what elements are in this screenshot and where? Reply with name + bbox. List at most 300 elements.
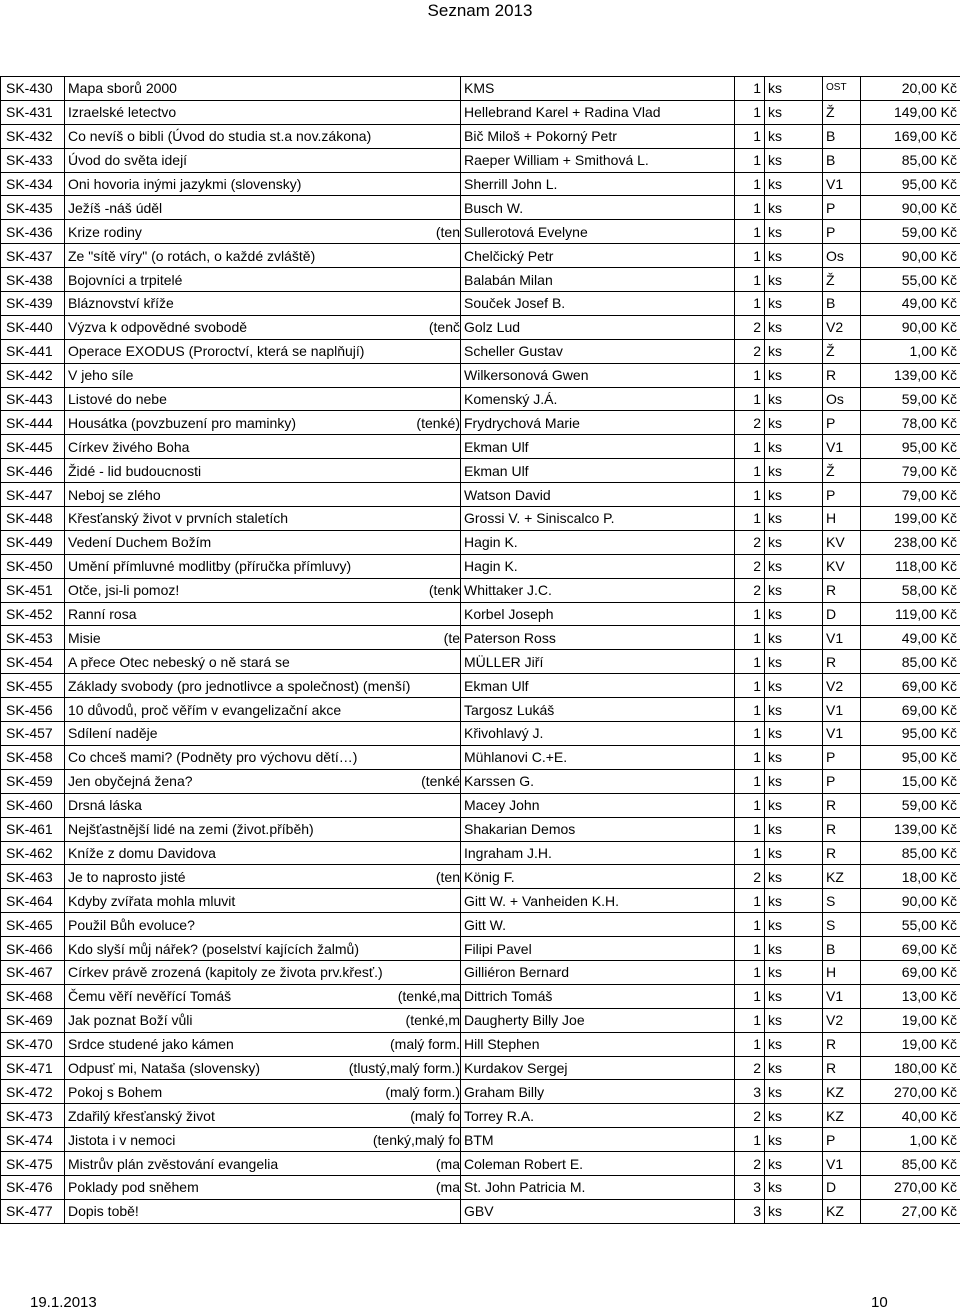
title-text: Použil Bůh evoluce? <box>68 916 195 933</box>
category-cell: P <box>823 745 861 769</box>
book-list-table <box>0 76 960 1224</box>
table-row <box>1 698 960 722</box>
quantity-cell: 1 <box>735 244 765 268</box>
unit-cell: ks <box>765 1152 823 1176</box>
code-cell: SK-445 <box>1 435 65 459</box>
table-row <box>1 984 960 1008</box>
price-cell: 40,00 Kč <box>861 1104 960 1128</box>
author-cell: Hill Stephen <box>461 1032 735 1056</box>
code-cell: SK-453 <box>1 626 65 650</box>
unit-cell: ks <box>765 268 823 292</box>
quantity-cell: 3 <box>735 1080 765 1104</box>
title-text: Sdílení naděje <box>68 725 158 742</box>
title-cell <box>65 1008 461 1032</box>
unit-cell: ks <box>765 315 823 339</box>
title-cell <box>65 435 461 459</box>
price-cell: 55,00 Kč <box>861 268 960 292</box>
unit-cell: ks <box>765 172 823 196</box>
page-header <box>0 0 960 21</box>
category-cell: KZ <box>823 1104 861 1128</box>
title-text: Církev právě zrozená (kapitoly ze života prv.křesť.) <box>68 964 383 981</box>
title-text: Ježíš -náš úděl <box>68 199 163 216</box>
table-row <box>1 483 960 507</box>
author-cell: Gitt W. + Vanheiden K.H. <box>461 889 735 913</box>
price-cell: 79,00 Kč <box>861 483 960 507</box>
code-cell: SK-435 <box>1 196 65 220</box>
quantity-cell: 1 <box>735 817 765 841</box>
quantity-cell: 1 <box>735 1008 765 1032</box>
author-cell: Gilliéron Bernard <box>461 960 735 984</box>
title-text: Poklady pod sněhem <box>68 1179 199 1196</box>
code-cell: SK-451 <box>1 578 65 602</box>
category-cell: Ž <box>823 268 861 292</box>
category-cell: P <box>823 483 861 507</box>
code-cell: SK-471 <box>1 1056 65 1080</box>
quantity-cell: 1 <box>735 1128 765 1152</box>
author-cell: Bič Miloš + Pokorný Petr <box>461 124 735 148</box>
title-cell <box>65 172 461 196</box>
table-row <box>1 100 960 124</box>
code-cell: SK-430 <box>1 77 65 101</box>
quantity-cell: 1 <box>735 960 765 984</box>
table-row <box>1 650 960 674</box>
author-cell: Ingraham J.H. <box>461 841 735 865</box>
code-cell: SK-476 <box>1 1175 65 1199</box>
title-cell <box>65 483 461 507</box>
category-cell: KV <box>823 530 861 554</box>
table-row <box>1 530 960 554</box>
quantity-cell: 3 <box>735 1199 765 1223</box>
author-cell: Mühlanovi C.+E. <box>461 745 735 769</box>
category-cell: R <box>823 1056 861 1080</box>
table-row <box>1 722 960 746</box>
quantity-cell: 1 <box>735 459 765 483</box>
category-cell: V1 <box>823 626 861 650</box>
price-cell: 85,00 Kč <box>861 148 960 172</box>
title-cell <box>65 1175 461 1199</box>
quantity-cell: 1 <box>735 722 765 746</box>
quantity-cell: 1 <box>735 626 765 650</box>
code-cell: SK-433 <box>1 148 65 172</box>
author-cell: Torrey R.A. <box>461 1104 735 1128</box>
category-cell: KZ <box>823 1199 861 1223</box>
unit-cell: ks <box>765 530 823 554</box>
table-row <box>1 1008 960 1032</box>
table-row <box>1 435 960 459</box>
category-cell: V1 <box>823 984 861 1008</box>
category-cell: V2 <box>823 674 861 698</box>
category-cell: P <box>823 196 861 220</box>
title-cell <box>65 268 461 292</box>
category-cell: P <box>823 1128 861 1152</box>
quantity-cell: 1 <box>735 889 765 913</box>
title-text: Je to naprosto jisté <box>68 868 186 885</box>
title-text: Křesťanský život v prvních staletích <box>68 510 289 527</box>
category-cell: P <box>823 769 861 793</box>
table-row <box>1 459 960 483</box>
title-cell <box>65 507 461 531</box>
code-cell: SK-473 <box>1 1104 65 1128</box>
author-cell: GBV <box>461 1199 735 1223</box>
title-cell <box>65 315 461 339</box>
quantity-cell: 2 <box>735 1104 765 1128</box>
quantity-cell: 2 <box>735 865 765 889</box>
quantity-cell: 1 <box>735 124 765 148</box>
title-cell <box>65 387 461 411</box>
category-cell: R <box>823 793 861 817</box>
title-text: Dopis tobě! <box>68 1203 139 1220</box>
unit-cell: ks <box>765 1128 823 1152</box>
price-cell: 20,00 Kč <box>861 77 960 101</box>
category-cell: Ž <box>823 100 861 124</box>
code-cell: SK-432 <box>1 124 65 148</box>
unit-cell: ks <box>765 124 823 148</box>
table-row <box>1 674 960 698</box>
title-cell <box>65 1128 461 1152</box>
price-cell: 19,00 Kč <box>861 1008 960 1032</box>
author-cell: Wilkersonová Gwen <box>461 363 735 387</box>
quantity-cell: 1 <box>735 602 765 626</box>
code-cell: SK-441 <box>1 339 65 363</box>
category-cell: KV <box>823 554 861 578</box>
quantity-cell: 1 <box>735 77 765 101</box>
price-cell: 59,00 Kč <box>861 387 960 411</box>
title-text: Vedení Duchem Božím <box>68 534 212 551</box>
format-note: (ten <box>435 868 460 885</box>
category-cell: KZ <box>823 865 861 889</box>
code-cell: SK-456 <box>1 698 65 722</box>
title-text: Co chceš mami? (Podněty pro výchovu dětí…) <box>68 749 358 766</box>
price-cell: 49,00 Kč <box>861 292 960 316</box>
code-cell: SK-444 <box>1 411 65 435</box>
author-cell: St. John Patricia M. <box>461 1175 735 1199</box>
unit-cell: ks <box>765 626 823 650</box>
price-cell: 55,00 Kč <box>861 913 960 937</box>
title-text: Jen obyčejná žena? <box>68 773 193 790</box>
unit-cell: ks <box>765 913 823 937</box>
title-cell <box>65 1056 461 1080</box>
price-cell: 270,00 Kč <box>861 1175 960 1199</box>
code-cell: SK-470 <box>1 1032 65 1056</box>
price-cell: 1,00 Kč <box>861 1128 960 1152</box>
title-cell <box>65 889 461 913</box>
category-cell: S <box>823 889 861 913</box>
title-text: Operace EXODUS (Proroctví, která se naplňují) <box>68 343 365 360</box>
code-cell: SK-439 <box>1 292 65 316</box>
title-cell <box>65 148 461 172</box>
author-cell: Scheller Gustav <box>461 339 735 363</box>
table-row <box>1 602 960 626</box>
table-row <box>1 1152 960 1176</box>
code-cell: SK-434 <box>1 172 65 196</box>
price-cell: 58,00 Kč <box>861 578 960 602</box>
quantity-cell: 1 <box>735 793 765 817</box>
quantity-cell: 2 <box>735 1152 765 1176</box>
price-cell: 95,00 Kč <box>861 172 960 196</box>
category-cell: P <box>823 220 861 244</box>
quantity-cell: 1 <box>735 913 765 937</box>
quantity-cell: 3 <box>735 1175 765 1199</box>
title-text: Bláznovství kříže <box>68 295 174 312</box>
title-text: Kdyby zvířata mohla mluvit <box>68 892 236 909</box>
title-text: Co nevíš o bibli (Úvod do studia st.a nov.zákona) <box>68 128 372 145</box>
title-cell <box>65 554 461 578</box>
unit-cell: ks <box>765 578 823 602</box>
author-cell: Ekman Ulf <box>461 435 735 459</box>
price-cell: 59,00 Kč <box>861 220 960 244</box>
table-row <box>1 1032 960 1056</box>
title-text: Nejšťastnější lidé na zemi (život.příběh) <box>68 821 314 838</box>
price-cell: 90,00 Kč <box>861 889 960 913</box>
category-cell: V1 <box>823 435 861 459</box>
author-cell: Frydrychová Marie <box>461 411 735 435</box>
table-row <box>1 387 960 411</box>
title-text: Drsná láska <box>68 797 142 814</box>
title-cell <box>65 698 461 722</box>
code-cell: SK-437 <box>1 244 65 268</box>
author-cell: Sherrill John L. <box>461 172 735 196</box>
code-cell: SK-475 <box>1 1152 65 1176</box>
title-cell <box>65 196 461 220</box>
format-note: (tenč <box>428 319 460 336</box>
table-row <box>1 268 960 292</box>
table-row <box>1 1175 960 1199</box>
price-cell: 49,00 Kč <box>861 626 960 650</box>
price-cell: 85,00 Kč <box>861 650 960 674</box>
price-cell: 139,00 Kč <box>861 817 960 841</box>
title-text: 10 důvodů, proč věřím v evangelizační akce <box>68 701 342 718</box>
author-cell: Graham Billy <box>461 1080 735 1104</box>
table-row <box>1 554 960 578</box>
title-text: Neboj se zlého <box>68 486 161 503</box>
title-text: Ranní rosa <box>68 606 137 623</box>
code-cell: SK-454 <box>1 650 65 674</box>
quantity-cell: 1 <box>735 984 765 1008</box>
unit-cell: ks <box>765 1032 823 1056</box>
quantity-cell: 1 <box>735 698 765 722</box>
table-row <box>1 507 960 531</box>
title-cell <box>65 1152 461 1176</box>
unit-cell: ks <box>765 100 823 124</box>
unit-cell: ks <box>765 411 823 435</box>
table-row <box>1 363 960 387</box>
category-cell: V1 <box>823 698 861 722</box>
author-cell: Souček Josef B. <box>461 292 735 316</box>
author-cell: Coleman Robert E. <box>461 1152 735 1176</box>
price-cell: 169,00 Kč <box>861 124 960 148</box>
title-text: Ze "sítě víry" (o rotách, o každé zvláště) <box>68 247 316 264</box>
code-cell: SK-465 <box>1 913 65 937</box>
author-cell: Paterson Ross <box>461 626 735 650</box>
price-cell: 90,00 Kč <box>861 244 960 268</box>
price-cell: 95,00 Kč <box>861 745 960 769</box>
price-cell: 238,00 Kč <box>861 530 960 554</box>
unit-cell: ks <box>765 698 823 722</box>
table-row <box>1 244 960 268</box>
unit-cell: ks <box>765 1104 823 1128</box>
category-cell: D <box>823 602 861 626</box>
author-cell: Ekman Ulf <box>461 674 735 698</box>
format-note: (ten <box>435 223 460 240</box>
unit-cell: ks <box>765 1056 823 1080</box>
code-cell: SK-474 <box>1 1128 65 1152</box>
unit-cell: ks <box>765 363 823 387</box>
format-note: (tenké,ma <box>397 988 460 1005</box>
title-cell <box>65 960 461 984</box>
author-cell: Gitt W. <box>461 913 735 937</box>
title-cell <box>65 459 461 483</box>
title-cell <box>65 292 461 316</box>
title-cell <box>65 1104 461 1128</box>
unit-cell: ks <box>765 1080 823 1104</box>
unit-cell: ks <box>765 769 823 793</box>
author-cell: Kurdakov Sergej <box>461 1056 735 1080</box>
price-cell: 15,00 Kč <box>861 769 960 793</box>
author-cell: Chelčický Petr <box>461 244 735 268</box>
table-row <box>1 769 960 793</box>
author-cell: Karssen G. <box>461 769 735 793</box>
title-text: Kdo slyší můj nářek? (poselství kajících žalmů) <box>68 940 359 957</box>
price-cell: 1,00 Kč <box>861 339 960 363</box>
table-row <box>1 315 960 339</box>
author-cell: BTM <box>461 1128 735 1152</box>
title-cell <box>65 339 461 363</box>
category-cell: B <box>823 124 861 148</box>
unit-cell: ks <box>765 960 823 984</box>
quantity-cell: 2 <box>735 339 765 363</box>
unit-cell: ks <box>765 196 823 220</box>
unit-cell: ks <box>765 554 823 578</box>
quantity-cell: 2 <box>735 1056 765 1080</box>
code-cell: SK-442 <box>1 363 65 387</box>
quantity-cell: 1 <box>735 172 765 196</box>
author-cell: Balabán Milan <box>461 268 735 292</box>
category-cell: B <box>823 937 861 961</box>
title-text: Židé - lid budoucnosti <box>68 462 202 479</box>
title-cell <box>65 1032 461 1056</box>
code-cell: SK-461 <box>1 817 65 841</box>
unit-cell: ks <box>765 77 823 101</box>
author-cell: Křivohlavý J. <box>461 722 735 746</box>
format-note: (te <box>443 629 460 646</box>
table-row <box>1 578 960 602</box>
quantity-cell: 1 <box>735 148 765 172</box>
code-cell: SK-458 <box>1 745 65 769</box>
title-text: Úvod do světa idejí <box>68 152 188 169</box>
author-cell: Ekman Ulf <box>461 459 735 483</box>
quantity-cell: 1 <box>735 268 765 292</box>
title-text: Jistota i v nemoci <box>68 1131 176 1148</box>
author-cell: König F. <box>461 865 735 889</box>
quantity-cell: 2 <box>735 315 765 339</box>
title-text: Bojovníci a trpitelé <box>68 271 183 288</box>
category-cell: V2 <box>823 315 861 339</box>
unit-cell: ks <box>765 745 823 769</box>
page-number: 10 <box>871 1294 888 1311</box>
table-row <box>1 124 960 148</box>
price-cell: 90,00 Kč <box>861 315 960 339</box>
unit-cell: ks <box>765 722 823 746</box>
author-cell: Macey John <box>461 793 735 817</box>
category-cell: R <box>823 650 861 674</box>
title-cell <box>65 100 461 124</box>
unit-cell: ks <box>765 674 823 698</box>
code-cell: SK-464 <box>1 889 65 913</box>
title-text: Kníže z domu Davidova <box>68 844 216 861</box>
code-cell: SK-436 <box>1 220 65 244</box>
unit-cell: ks <box>765 793 823 817</box>
price-cell: 118,00 Kč <box>861 554 960 578</box>
table-row <box>1 1080 960 1104</box>
category-cell: OST <box>823 77 861 101</box>
title-cell <box>65 124 461 148</box>
category-cell: V1 <box>823 722 861 746</box>
unit-cell: ks <box>765 459 823 483</box>
price-cell: 199,00 Kč <box>861 507 960 531</box>
format-note: (malý form. <box>390 1036 460 1053</box>
title-cell <box>65 220 461 244</box>
code-cell: SK-446 <box>1 459 65 483</box>
title-text: Základy svobody (pro jednotlivce a společnost) (menší) <box>68 677 411 694</box>
table-row <box>1 841 960 865</box>
unit-cell: ks <box>765 865 823 889</box>
price-cell: 69,00 Kč <box>861 937 960 961</box>
code-cell: SK-466 <box>1 937 65 961</box>
category-cell: H <box>823 507 861 531</box>
title-cell <box>65 1199 461 1223</box>
category-cell: D <box>823 1175 861 1199</box>
format-note: (ma <box>435 1155 460 1172</box>
format-note: (tenké,m <box>405 1012 460 1029</box>
author-cell: Watson David <box>461 483 735 507</box>
title-cell <box>65 244 461 268</box>
title-text: Odpusť mi, Nataša (slovensky) <box>68 1059 260 1076</box>
unit-cell: ks <box>765 507 823 531</box>
quantity-cell: 1 <box>735 435 765 459</box>
code-cell: SK-472 <box>1 1080 65 1104</box>
category-cell: V1 <box>823 172 861 196</box>
unit-cell: ks <box>765 292 823 316</box>
code-cell: SK-467 <box>1 960 65 984</box>
format-note: (tenký,malý fo <box>372 1131 460 1148</box>
unit-cell: ks <box>765 984 823 1008</box>
table-row <box>1 1104 960 1128</box>
quantity-cell: 2 <box>735 578 765 602</box>
unit-cell: ks <box>765 889 823 913</box>
code-cell: SK-468 <box>1 984 65 1008</box>
title-cell <box>65 817 461 841</box>
author-cell: Dittrich Tomáš <box>461 984 735 1008</box>
title-text: Izraelské letectvo <box>68 104 177 121</box>
category-cell: Os <box>823 244 861 268</box>
table-row <box>1 1199 960 1223</box>
table-row <box>1 196 960 220</box>
title-text: Housátka (povzbuzení pro maminky) <box>68 414 296 431</box>
title-text: Otče, jsi-li pomoz! <box>68 582 180 599</box>
quantity-cell: 1 <box>735 674 765 698</box>
table-row <box>1 626 960 650</box>
author-cell: Hellebrand Karel + Radina Vlad <box>461 100 735 124</box>
unit-cell: ks <box>765 435 823 459</box>
table-row <box>1 960 960 984</box>
unit-cell: ks <box>765 339 823 363</box>
author-cell: Raeper William + Smithová L. <box>461 148 735 172</box>
title-cell <box>65 937 461 961</box>
title-cell <box>65 841 461 865</box>
category-cell: S <box>823 913 861 937</box>
author-cell: KMS <box>461 77 735 101</box>
table-row <box>1 411 960 435</box>
